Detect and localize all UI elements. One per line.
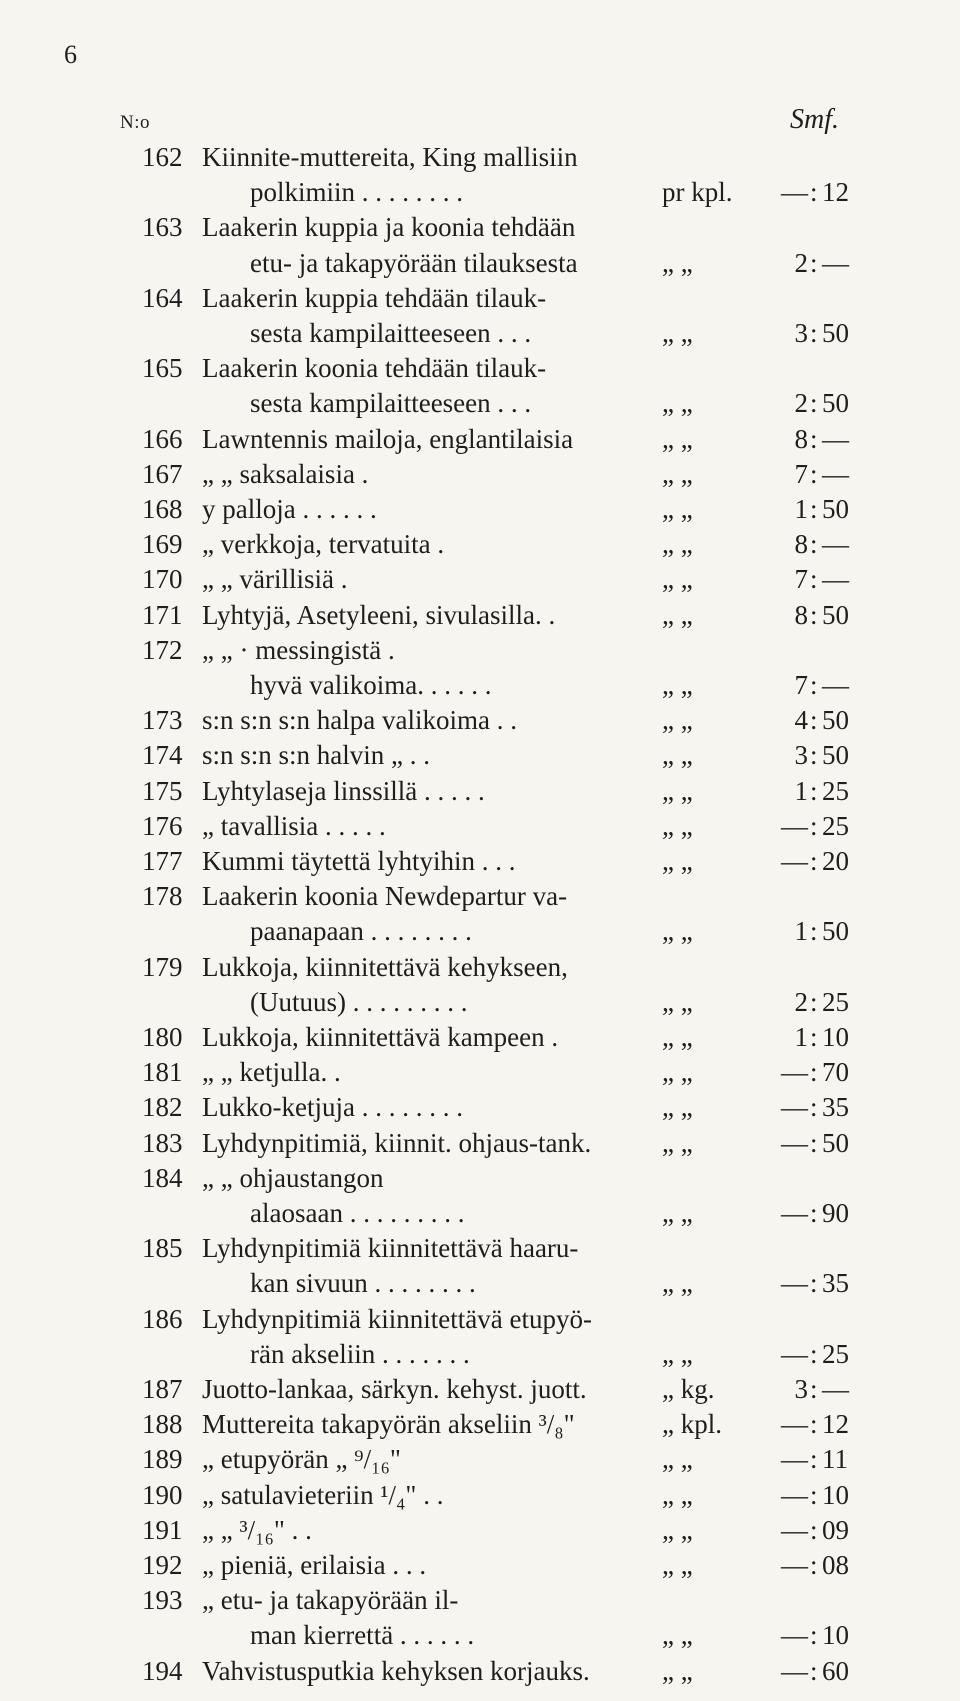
item-number: 177 xyxy=(142,846,183,876)
item-number: 162 xyxy=(142,142,183,172)
item-description: Lyhdynpitimiä kiinnitettävä haaru- xyxy=(202,1233,579,1264)
price-markka: 2 xyxy=(794,388,808,419)
item-unit: „ „ xyxy=(662,1198,693,1228)
item-number: 194 xyxy=(142,1655,183,1686)
price-markka: 3 xyxy=(794,1374,808,1404)
price-penni: 50 xyxy=(822,705,849,736)
price-separator: : xyxy=(810,1057,818,1088)
list-item xyxy=(0,598,960,632)
price-separator: : xyxy=(810,318,818,348)
item-description: Vahvistusputkia kehyksen korjauks. xyxy=(202,1655,590,1686)
item-description: „ verkkoja, tervatuita . xyxy=(202,529,445,560)
list-item xyxy=(0,351,960,385)
list-item xyxy=(0,281,960,315)
item-unit: „ „ xyxy=(662,1479,693,1510)
item-number: 172 xyxy=(142,634,183,665)
price-separator: : xyxy=(810,740,818,771)
item-number: 170 xyxy=(142,564,183,595)
item-number: 179 xyxy=(142,951,183,982)
list-item xyxy=(0,246,960,280)
item-description: Lukkoja, kiinnitettävä kampeen . xyxy=(202,1022,559,1052)
item-number: 168 xyxy=(142,494,183,524)
price-markka: — xyxy=(781,1409,808,1440)
price-separator: : xyxy=(810,986,818,1017)
price-markka: 8 xyxy=(794,529,808,560)
price-markka: — xyxy=(781,177,808,208)
item-number: 176 xyxy=(142,810,183,841)
item-number: 173 xyxy=(142,705,183,736)
item-unit: „ „ xyxy=(662,1338,693,1369)
item-description: „ „ ohjaustangon xyxy=(202,1162,384,1193)
item-number: 174 xyxy=(142,740,183,771)
item-number: 175 xyxy=(142,775,183,806)
list-item xyxy=(0,914,960,948)
price-markka: 4 xyxy=(794,705,808,736)
item-unit: „ „ xyxy=(662,986,693,1017)
item-unit: „ „ xyxy=(662,458,693,489)
item-unit: „ kpl. xyxy=(662,1409,722,1440)
item-unit: „ „ xyxy=(662,564,693,595)
price-penni: 50 xyxy=(822,916,849,947)
price-penni: 09 xyxy=(822,1514,849,1545)
price-markka: 2 xyxy=(794,247,808,278)
list-item xyxy=(0,1090,960,1124)
item-number: 190 xyxy=(142,1479,183,1510)
list-item xyxy=(0,1231,960,1265)
list-item xyxy=(0,809,960,843)
item-unit: „ „ xyxy=(662,775,693,806)
item-number: 189 xyxy=(142,1444,183,1475)
page-number: 6 xyxy=(64,40,77,69)
price-separator: : xyxy=(810,1409,818,1440)
price-markka: — xyxy=(781,1198,808,1228)
item-description: Lyhtyjä, Asetyleeni, sivulasilla. . xyxy=(202,599,556,630)
price-penni: — xyxy=(822,529,849,560)
price-penni: — xyxy=(822,423,849,454)
item-unit: „ „ xyxy=(662,1127,693,1158)
price-markka: — xyxy=(781,1444,808,1475)
item-unit: „ „ xyxy=(662,1268,693,1299)
list-item xyxy=(0,527,960,561)
price-markka: 1 xyxy=(794,494,808,524)
item-number: 193 xyxy=(142,1585,183,1616)
item-description: Laakerin kuppia ja koonia tehdään xyxy=(202,212,576,243)
item-description: Kiinnite-muttereita, King mallisiin xyxy=(202,142,578,172)
price-markka: — xyxy=(781,1514,808,1545)
price-separator: : xyxy=(810,775,818,806)
item-description: Muttereita takapyörän akseliin ³/₈" xyxy=(202,1409,575,1440)
list-item xyxy=(0,668,960,702)
price-separator: : xyxy=(810,1550,818,1580)
list-item xyxy=(0,175,960,209)
price-separator: : xyxy=(810,247,818,278)
list-item xyxy=(0,1513,960,1547)
item-description: „ „ ketjulla. . xyxy=(202,1057,341,1088)
list-item xyxy=(0,140,960,174)
price-markka: — xyxy=(781,1479,808,1510)
item-description: Lyhtylaseja linssillä . . . . . xyxy=(202,775,485,806)
item-number: 192 xyxy=(142,1550,183,1580)
price-penni: 12 xyxy=(822,177,849,208)
item-description: Laakerin kuppia tehdään tilauk- xyxy=(202,282,547,313)
price-markka: 1 xyxy=(794,916,808,947)
price-separator: : xyxy=(810,1514,818,1545)
item-unit: „ „ xyxy=(662,1550,693,1580)
item-number: 165 xyxy=(142,353,183,384)
item-number: 184 xyxy=(142,1162,183,1193)
list-item xyxy=(0,386,960,420)
price-markka: 1 xyxy=(794,1022,808,1052)
item-description: Juotto-lankaa, särkyn. kehyst. juott. xyxy=(202,1374,587,1404)
list-item xyxy=(0,1372,960,1406)
item-number: 178 xyxy=(142,881,183,912)
item-description: Lawntennis mailoja, englantilaisia xyxy=(202,423,574,454)
price-separator: : xyxy=(810,599,818,630)
price-penni: 25 xyxy=(822,986,849,1017)
price-penni: — xyxy=(822,458,849,489)
item-description: Laakerin koonia Newdepartur va- xyxy=(202,881,568,912)
item-description: „ „ ³/₁₆" . . xyxy=(202,1514,312,1545)
price-penni: 90 xyxy=(822,1198,849,1228)
price-separator: : xyxy=(810,1198,818,1228)
item-description: paanapaan . . . . . . . . xyxy=(250,916,472,947)
item-unit: „ „ xyxy=(662,1514,693,1545)
price-penni: 25 xyxy=(822,810,849,841)
price-markka: — xyxy=(781,1268,808,1299)
price-markka: — xyxy=(781,1127,808,1158)
list-item xyxy=(0,1055,960,1089)
list-item xyxy=(0,774,960,808)
price-markka: — xyxy=(781,810,808,841)
item-description: sesta kampilaitteeseen . . . xyxy=(250,388,532,419)
list-item xyxy=(0,1126,960,1160)
item-unit: „ „ xyxy=(662,1092,693,1123)
price-penni: — xyxy=(822,670,849,700)
item-description: „ „ värillisiä . xyxy=(202,564,348,595)
price-penni: 25 xyxy=(822,775,849,806)
price-separator: : xyxy=(810,1620,818,1651)
item-description: (Uutuus) . . . . . . . . . xyxy=(250,986,468,1017)
price-penni: 08 xyxy=(822,1550,849,1580)
item-number: 186 xyxy=(142,1303,183,1334)
price-separator: : xyxy=(810,1127,818,1158)
price-separator: : xyxy=(810,388,818,419)
item-unit: „ „ xyxy=(662,1620,693,1651)
price-separator: : xyxy=(810,1268,818,1299)
item-unit: „ „ xyxy=(662,599,693,630)
price-penni: 50 xyxy=(822,494,849,524)
price-penni: 60 xyxy=(822,1655,849,1686)
item-description: Laakerin koonia tehdään tilauk- xyxy=(202,353,547,384)
price-penni: 35 xyxy=(822,1268,849,1299)
price-penni: 10 xyxy=(822,1022,849,1052)
price-markka: 3 xyxy=(794,740,808,771)
price-penni: — xyxy=(822,1374,849,1404)
price-penni: 50 xyxy=(822,318,849,348)
item-description: Lyhdynpitimiä, kiinnit. ohjaus-tank. xyxy=(202,1127,592,1158)
price-separator: : xyxy=(810,177,818,208)
item-unit: „ „ xyxy=(662,1057,693,1088)
item-unit: „ „ xyxy=(662,705,693,736)
item-number: 188 xyxy=(142,1409,183,1440)
item-unit: „ „ xyxy=(662,916,693,947)
column-header-price: Smf. xyxy=(790,104,839,135)
item-number: 169 xyxy=(142,529,183,560)
price-penni: 10 xyxy=(822,1620,849,1651)
price-penni: 25 xyxy=(822,1338,849,1369)
item-number: 185 xyxy=(142,1233,183,1264)
item-description: „ tavallisia . . . . . xyxy=(202,810,386,841)
item-unit: „ „ xyxy=(662,1444,693,1475)
price-penni: 50 xyxy=(822,599,849,630)
price-penni: 50 xyxy=(822,388,849,419)
item-unit: pr kpl. xyxy=(662,177,733,208)
item-unit: „ „ xyxy=(662,740,693,771)
item-description: y palloja . . . . . . xyxy=(202,494,377,524)
price-markka: — xyxy=(781,1620,808,1651)
price-separator: : xyxy=(810,458,818,489)
price-separator: : xyxy=(810,705,818,736)
price-separator: : xyxy=(810,1092,818,1123)
price-separator: : xyxy=(810,1338,818,1369)
item-unit: „ „ xyxy=(662,846,693,876)
price-separator: : xyxy=(810,494,818,524)
item-unit: „ „ xyxy=(662,529,693,560)
price-separator: : xyxy=(810,846,818,876)
item-description: Lyhdynpitimiä kiinnitettävä etupyö- xyxy=(202,1303,592,1334)
list-item xyxy=(0,703,960,737)
list-item xyxy=(0,457,960,491)
list-item xyxy=(0,1618,960,1652)
list-item xyxy=(0,950,960,984)
price-markka: 2 xyxy=(794,986,808,1017)
item-unit: „ „ xyxy=(662,810,693,841)
item-unit: „ „ xyxy=(662,388,693,419)
item-number: 183 xyxy=(142,1127,183,1158)
price-markka: 8 xyxy=(794,423,808,454)
price-markka: 8 xyxy=(794,599,808,630)
price-separator: : xyxy=(810,529,818,560)
price-penni: 50 xyxy=(822,740,849,771)
item-description: alaosaan . . . . . . . . . xyxy=(250,1198,465,1228)
price-penni: 70 xyxy=(822,1057,849,1088)
item-description: sesta kampilaitteeseen . . . xyxy=(250,318,532,348)
price-markka: 3 xyxy=(794,318,808,348)
item-unit: „ „ xyxy=(662,423,693,454)
item-description: „ „ · messingistä . xyxy=(202,634,395,665)
list-item xyxy=(0,1478,960,1512)
item-description: „ etupyörän „ ⁹/₁₆" xyxy=(202,1444,401,1475)
item-number: 163 xyxy=(142,212,183,243)
item-number: 166 xyxy=(142,423,183,454)
price-separator: : xyxy=(810,916,818,947)
list-item xyxy=(0,738,960,772)
item-unit: „ „ xyxy=(662,1022,693,1052)
item-number: 171 xyxy=(142,599,183,630)
list-item xyxy=(0,492,960,526)
item-number: 187 xyxy=(142,1374,183,1404)
item-number: 182 xyxy=(142,1092,183,1123)
price-markka: — xyxy=(781,1655,808,1686)
price-penni: — xyxy=(822,564,849,595)
list-item xyxy=(0,1407,960,1441)
price-markka: — xyxy=(781,1338,808,1369)
price-markka: — xyxy=(781,1057,808,1088)
price-separator: : xyxy=(810,564,818,595)
price-penni: 12 xyxy=(822,1409,849,1440)
item-unit: „ „ xyxy=(662,318,693,348)
list-item xyxy=(0,1302,960,1336)
price-markka: — xyxy=(781,1092,808,1123)
item-unit: „ „ xyxy=(662,494,693,524)
item-unit: „ kg. xyxy=(662,1374,715,1404)
price-markka: 7 xyxy=(794,458,808,489)
item-description: kan sivuun . . . . . . . . xyxy=(250,1268,476,1299)
price-markka: 1 xyxy=(794,775,808,806)
list-item xyxy=(0,1020,960,1054)
item-description: „ „ saksalaisia . xyxy=(202,458,369,489)
list-item xyxy=(0,985,960,1019)
list-item xyxy=(0,1442,960,1476)
item-description: hyvä valikoima. . . . . . xyxy=(250,670,492,700)
item-description: etu- ja takapyörään tilauksesta xyxy=(250,247,578,278)
list-item xyxy=(0,879,960,913)
price-separator: : xyxy=(810,1479,818,1510)
item-unit: „ „ xyxy=(662,1655,693,1686)
item-description: polkimiin . . . . . . . . xyxy=(250,177,464,208)
item-description: Kummi täytettä lyhtyihin . . . xyxy=(202,846,516,876)
item-unit: „ „ xyxy=(662,247,693,278)
price-separator: : xyxy=(810,1022,818,1052)
price-markka: 7 xyxy=(794,670,808,700)
price-penni: 20 xyxy=(822,846,849,876)
item-number: 191 xyxy=(142,1514,183,1545)
price-markka: — xyxy=(781,846,808,876)
item-description: „ etu- ja takapyörään il- xyxy=(202,1585,459,1616)
item-description: rän akseliin . . . . . . . xyxy=(250,1338,470,1369)
item-unit: „ „ xyxy=(662,670,693,700)
column-header-number: N:o xyxy=(120,112,150,133)
list-item xyxy=(0,633,960,667)
list-item xyxy=(0,316,960,350)
item-number: 167 xyxy=(142,458,183,489)
price-penni: 35 xyxy=(822,1092,849,1123)
list-item xyxy=(0,1548,960,1582)
price-separator: : xyxy=(810,423,818,454)
list-item xyxy=(0,1266,960,1300)
price-separator: : xyxy=(810,1444,818,1475)
price-penni: 11 xyxy=(822,1444,848,1475)
price-penni: 10 xyxy=(822,1479,849,1510)
price-separator: : xyxy=(810,670,818,700)
item-description: s:n s:n s:n halpa valikoima . . xyxy=(202,705,517,736)
item-description: Lukkoja, kiinnitettävä kehykseen, xyxy=(202,951,568,982)
price-markka: 7 xyxy=(794,564,808,595)
item-number: 180 xyxy=(142,1022,183,1052)
price-separator: : xyxy=(810,810,818,841)
list-item xyxy=(0,562,960,596)
list-item xyxy=(0,844,960,878)
list-item xyxy=(0,1583,960,1617)
price-markka: — xyxy=(781,1550,808,1580)
price-penni: — xyxy=(822,247,849,278)
item-description: man kierrettä . . . . . . xyxy=(250,1620,475,1651)
price-penni: 50 xyxy=(822,1127,849,1158)
item-description: „ pieniä, erilaisia . . . xyxy=(202,1550,427,1580)
item-description: s:n s:n s:n halvin „ . . xyxy=(202,740,430,771)
list-item xyxy=(0,1654,960,1688)
list-item xyxy=(0,1161,960,1195)
item-description: „ satulavieteriin ¹/₄" . . xyxy=(202,1479,444,1510)
price-separator: : xyxy=(810,1374,818,1404)
item-description: Lukko-ketjuja . . . . . . . . xyxy=(202,1092,463,1123)
item-number: 181 xyxy=(142,1057,183,1088)
list-item xyxy=(0,422,960,456)
item-number: 164 xyxy=(142,282,183,313)
list-item xyxy=(0,1196,960,1230)
price-separator: : xyxy=(810,1655,818,1686)
list-item xyxy=(0,210,960,244)
list-item xyxy=(0,1337,960,1371)
